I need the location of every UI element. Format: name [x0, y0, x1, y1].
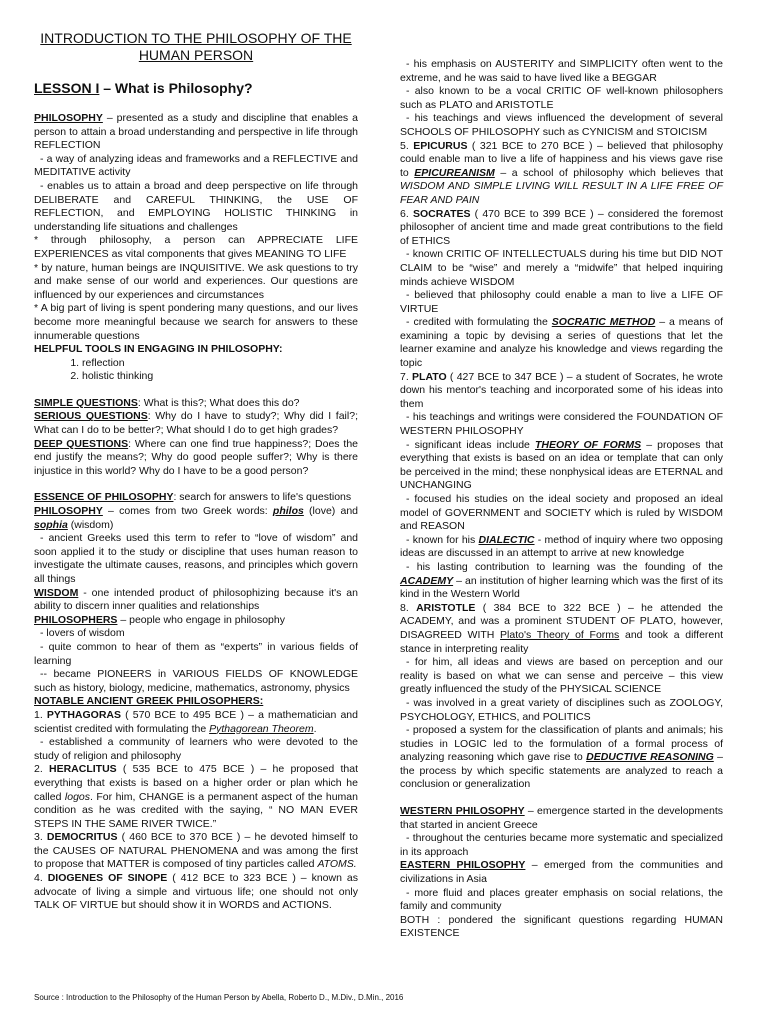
philosophy-definition: [34, 112, 358, 153]
text: - credited with formulating the: [406, 316, 552, 329]
term: logos: [64, 790, 90, 803]
num: 1.: [34, 708, 47, 721]
bullet: * by nature, human beings are INQUISITIVE. We ask questions to try and make sense of our world and experiences. Our questions are influenced by our experiences and circumstances: [34, 261, 358, 301]
name: DEMOCRITUS: [46, 831, 118, 844]
bullet: [400, 724, 723, 792]
bullet: - believed that philosophy could enable a man to live a LIFE OF VIRTUE: [400, 289, 723, 315]
term: Plato's Theory of Forms: [500, 628, 620, 641]
bullet: [400, 561, 723, 602]
text: ( 384 BCE to 322 BCE ) – he attended the ACADEMY, and was a prominent STUDENT OF PLATO, however, DISAGREED WITH: [400, 601, 723, 641]
bullet: - throughout the centuries became more systematic and specialized in its approach: [400, 832, 723, 858]
aristotle: [400, 602, 723, 656]
wisdom-definition: [34, 587, 358, 614]
num: 3.: [34, 831, 47, 844]
serious-questions: [34, 410, 358, 437]
text: ( 321 BCE to 270 BCE ) – believed that philosophy could enable man to live a life of happiness and his views gave rise to: [400, 139, 723, 179]
term: SIMPLE QUESTIONS: [34, 396, 138, 409]
term: ACADEMY: [400, 574, 454, 587]
term: WISDOM: [34, 586, 79, 599]
text: ( 412 BCE to 323 BCE ) – known as advocate of living a simple and virtuous life; one should not only TALK OF VIRTUE but should show it in WORDS and ACTIONS.: [34, 872, 358, 912]
text: - significant ideas include: [406, 438, 536, 451]
text: : search for answers to life's questions: [173, 491, 352, 504]
bullet: - a way of analyzing ideas and frameworks and a REFLECTIVE and MEDITATIVE activity: [34, 152, 358, 179]
name: SOCRATES: [412, 207, 471, 220]
both-summary: BOTH : pondered the significant questions regarding HUMAN EXISTENCE: [400, 913, 723, 940]
text: - proposed a system for the classification of plants and animals; his studies in LOGIC led to the formulation of a formal process of analyzing reasoning which gave rise to: [400, 724, 723, 764]
pythagoras: [34, 709, 358, 736]
greek-word: sophia: [34, 518, 68, 531]
term: Pythagorean Theorem: [209, 722, 314, 735]
bullet: - his teachings and writings were considered the FOUNDATION OF WESTERN PHILOSOPHY: [400, 411, 723, 438]
text: – emerged from the communities and civilizations in Asia: [400, 859, 723, 886]
term: WESTERN PHILOSOPHY: [400, 805, 525, 818]
num: 7.: [400, 370, 413, 383]
text: ( 427 BCE to 347 BCE ) – a student of Socrates, he wrote down his mentor's teaching and incorporated some of his ideas into them: [400, 370, 723, 410]
page-title: INTRODUCTION TO THE PHILOSOPHY OF THE HUMAN PERSON: [40, 30, 352, 63]
term: ESSENCE OF PHILOSOPHY: [34, 491, 174, 504]
bullet: * through philosophy, a person can APPRECIATE LIFE EXPERIENCES as vital components that gives MEANING TO LIFE: [34, 234, 358, 260]
simple-questions: [34, 397, 358, 411]
bullet: - enables us to attain a broad and deep perspective on life through DELIBERATE and CAREFUL THINKING, the USE OF REFLECTION, and EMPLOYING HOLISTIC THINKING in understanding life situations and challenges: [34, 179, 358, 233]
diogenes: [34, 872, 358, 913]
list-item: 1. reflection: [82, 357, 358, 371]
name: ARISTOTLE: [416, 601, 476, 614]
text: – a school of philosophy which believes that: [494, 166, 723, 179]
text: WISDOM AND SIMPLE LIVING WILL RESULT IN A LIFE FREE OF FEAR AND PAIN: [400, 180, 723, 206]
text: – a means of examining a topic by devising a series of questions that let the learner examine and analyze his knowledge and views regarding the topic: [400, 316, 724, 370]
text: . For him, CHANGE is a permanent aspect of the human condition as he was credited with the saying, “ NO MAN EVER STEPS IN THE SAME RIVER TWICE.”: [34, 790, 358, 830]
text: – the process by which specific statements are analyzed to reach a conclusion or generalization: [400, 751, 723, 791]
name: EPICURUS: [413, 139, 468, 152]
text: - method of inquiry where two opposing ideas are discussed in an attempt to arrive at new knowledge: [400, 533, 723, 560]
text: – emergence started in the developments that started in ancient Greece: [400, 805, 723, 831]
bullet: -- became PIONEERS in VARIOUS FIELDS OF KNOWLEDGE such as history, biology, medicine, mathematics, astronomy, physics: [34, 668, 358, 694]
democritus: [34, 831, 358, 872]
text: - one intended product of philosophizing because it's an ability to discern inner qualities and relationships: [34, 586, 358, 613]
epicurus: [400, 140, 723, 208]
tools-heading: HELPFUL TOOLS IN ENGAGING IN PHILOSOPHY:: [34, 343, 283, 356]
bullet: - lovers of wisdom: [40, 627, 125, 640]
text: ( 470 BCE to 399 BCE ) – considered the foremost philosopher of ancient time and made great contributions to the field of ETHICS: [400, 207, 723, 247]
num: 8.: [400, 601, 417, 614]
right-column: [400, 58, 723, 941]
text: ( 570 BCE to 495 BCE ) – a mathematician and scientist credited with formulating the: [34, 708, 358, 735]
bullet: - ancient Greeks used this term to refer to “love of wisdom” and soon applied it to the study or discipline that uses human reason to investigate the ultimate causes, reasons, and principles which govern all things: [34, 532, 358, 585]
text: - his lasting contribution to learning was the founding of the: [406, 560, 723, 573]
text: : What is this?; What does this do?: [137, 396, 300, 409]
num: 4.: [34, 872, 48, 885]
lesson-heading: [34, 80, 253, 96]
bullet: - his teachings and views influenced the development of several SCHOOLS OF PHILOSOPHY such as CYNICISM and STOICISM: [400, 112, 723, 138]
text: – proposes that everything that exists is based on an idea or template that can only be perceived in the mind; these nonphysical ideas are ETERNAL and UNCHANGING: [400, 438, 723, 492]
bullet: - more fluid and places greater emphasis on social relations, the family and community: [400, 886, 723, 913]
term: EPICUREANISM: [414, 166, 495, 179]
bullet: - was involved in a great variety of disciplines such as ZOOLOGY, PSYCHOLOGY, ETHICS, and POLITICS: [400, 696, 723, 723]
term: PHILOSOPHERS: [34, 613, 118, 626]
term: DIALECTIC: [478, 533, 535, 546]
term: PHILOSOPHY: [34, 505, 103, 518]
text: (love) and: [303, 505, 359, 518]
lesson-label: LESSON I: [34, 80, 100, 96]
bullet: - known CRITIC OF INTELLECTUALS during his time but DID NOT CLAIM to be “wise” and merely a “midwife” that helped inquiring minds achieve WISDOM: [400, 248, 723, 288]
lesson-subtitle: – What is Philosophy?: [99, 80, 253, 96]
text: ( 535 BCE to 475 BCE ) – he proposed that everything that exists is based on a higher order or plan which he called: [34, 763, 358, 803]
bullet: - established a community of learners who were devoted to the study of religion and philosophy: [34, 736, 358, 762]
tools-list: [34, 357, 358, 384]
notable-heading: NOTABLE ANCIENT GREEK PHILOSOPHERS:: [34, 695, 264, 708]
text: ( 460 BCE to 370 BCE ) – he devoted himself to the CAUSES OF NATURAL PHENOMENA and was among the first to propose that MATTER is composed of tiny particles called: [34, 831, 358, 871]
name: PLATO: [412, 370, 447, 383]
western-philosophy: [400, 805, 723, 832]
num: 2.: [34, 763, 49, 776]
term: SERIOUS QUESTIONS: [34, 410, 148, 423]
num: 5.: [400, 139, 414, 152]
left-column: [34, 112, 358, 913]
term-philosophy: PHILOSOPHY: [34, 112, 103, 124]
socrates: [400, 208, 723, 249]
term: DEEP QUESTIONS: [34, 437, 129, 450]
essence-of-philosophy: [34, 491, 358, 505]
bullet: - for him, all ideas and views are based on perception and our reality is based on what we can sense and perceive – this view greatly influenced the study of the PHYSICAL SCIENCE: [400, 656, 723, 696]
philosophers-definition: [34, 614, 358, 628]
text: : Where can one find true happiness?; Does the end justify the means?; Why do good people suffer?; Why is there injustice in this world? Why do I have to be a good person?: [34, 437, 358, 477]
bullet: - also known to be a vocal CRITIC OF well-known philosophers such as PLATO and ARISTOTLE: [400, 85, 723, 111]
deep-questions: [34, 438, 358, 479]
term: ATOMS.: [317, 858, 357, 871]
source-citation: Source : Introduction to the Philosophy of the Human Person by Abella, Roberto D., M.Div., D.Min., 2016: [34, 993, 404, 1002]
text: .: [313, 722, 317, 735]
term: EASTERN PHILOSOPHY: [400, 859, 526, 872]
text: – presented as a study and discipline that enables a person to attain a broad understanding and perspective in life through REFLECTION: [34, 112, 358, 152]
plato: [400, 371, 723, 412]
name: DIOGENES OF SINOPE: [47, 872, 168, 885]
eastern-philosophy: [400, 859, 723, 886]
greek-word: philos: [272, 505, 304, 518]
term: THEORY OF FORMS: [535, 438, 642, 451]
term: SOCRATIC METHOD: [551, 316, 656, 329]
bullet: [400, 439, 723, 493]
bullet: - quite common to hear of them as “experts” in various fields of learning: [34, 640, 358, 667]
name: HERACLITUS: [49, 763, 117, 776]
text: – people who engage in philosophy: [117, 613, 285, 626]
bullet: * A big part of living is spent pondering many questions, and our lives become more meaningful because we search for answers to these innumerable questions: [34, 302, 358, 342]
text: – an institution of higher learning which was the first of its kind in the Western World: [400, 574, 723, 601]
text: – comes from two Greek words:: [102, 505, 273, 518]
bullet: [400, 316, 723, 370]
name: PYTHAGORAS: [46, 708, 121, 721]
philosophy-etymology: [34, 505, 358, 532]
list-item: 2. holistic thinking: [82, 370, 358, 384]
term: DEDUCTIVE REASONING: [586, 751, 714, 764]
text: and took a different stance in interpreting reality: [400, 628, 723, 655]
heraclitus: [34, 763, 358, 831]
text: - known for his: [406, 533, 479, 546]
bullet: - his emphasis on AUSTERITY and SIMPLICITY often went to the extreme, and he was said to have lived like a BEGGAR: [400, 58, 723, 84]
bullet: - focused his studies on the ideal society and proposed an ideal model of GOVERNMENT and SOCIETY which is ruled by WISDOM and REASON: [400, 493, 723, 533]
text: (wisdom): [67, 518, 114, 531]
bullet: [400, 534, 723, 561]
text: : Why do I have to study?; Why did I fail?; What can I do to be better?; What should I do to get high grades?: [34, 410, 358, 437]
num: 6.: [400, 207, 413, 220]
